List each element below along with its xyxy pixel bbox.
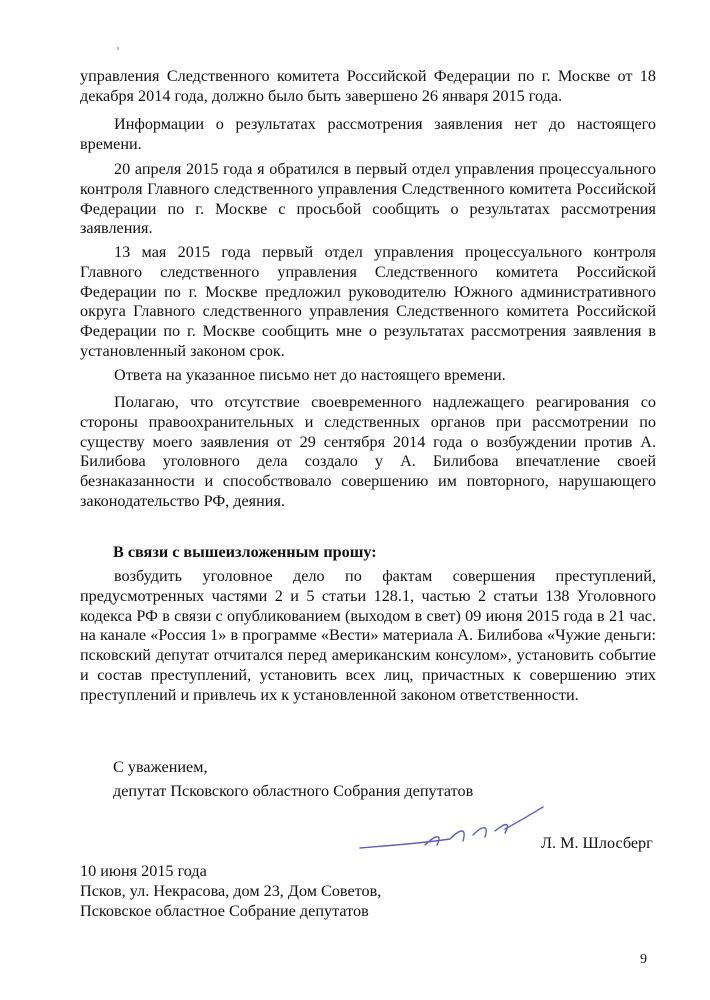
letter-date: 10 июня 2015 года <box>80 862 207 880</box>
paragraph-no-answer: Ответа на указанное письмо нет до настоящего времени. <box>114 366 506 384</box>
request-heading: В связи с вышеизложенным прошу: <box>113 543 377 561</box>
sender-address: Псков, ул. Некрасова, дом 23, Дом Советов, <box>80 882 382 900</box>
closing-greeting: С уважением, <box>113 758 208 776</box>
scan-speck <box>117 47 119 50</box>
paragraph-continuation: управления Следственного комитета Российской Федерации по г. Москве от 18 декабря 2014 года, должно было быть завершено 26 января 2015 года. <box>80 67 656 105</box>
request-text: возбудить уголовное дело по фактам совершения преступлений, предусмотренных частями 2 и 5 статьи 128.1, частью 2 статьи 138 Уголовного кодекса РФ в связи с опубликованием (выходом в свет) 09 июня 2015 года в 21 час. на канале «Россия 1» в программе «Вести» материала А. Билибова «Чужие деньги: псковский депутат отчитался перед американским консулом», установить событие и состав преступлений, установить всех лиц, причастных к совершению этих преступлений и привлечь их к установленной законом ответственности. <box>80 567 656 704</box>
handwritten-signature <box>355 805 545 860</box>
signer-position: депутат Псковского областного Собрания депутатов <box>113 782 474 800</box>
paragraph-no-info: Информации о результатах рассмотрения заявления нет до настоящего времени. <box>80 115 656 153</box>
signer-name: Л. М. Шлосберг <box>541 834 653 852</box>
paragraph-may-reply: 13 мая 2015 года первый отдел управления процессуального контроля Главного следственного управления Следственного комитета Российской Федерации по г. Москве предложил руководителю Южного административного округа Главного следственного управления Следственного комитета Российской Федерации по г. Москве сообщить мне о результатах рассмотрения заявления в установленный законом срок. <box>80 243 656 360</box>
paragraph-conclusion: Полагаю, что отсутствие своевременного надлежащего реагирования со стороны правоохранительных и следственных органов при рассмотрении по существу моего заявления от 29 сентября 2014 года о возбуждении против А. Билибова уголовного дела создало у А. Билибова впечатление своей безнаказанности и способствовало совершению им повторного, нарушающего законодательство РФ, деяния. <box>80 393 656 510</box>
page-number: 9 <box>640 952 647 967</box>
paragraph-april-request: 20 апреля 2015 года я обратился в первый отдел управления процессуального контроля Главного следственного управления Следственного комитета Российской Федерации по г. Москве с просьбой сообщить о результатах рассмотрения заявления. <box>80 160 656 238</box>
sender-organization: Псковское областное Собрание депутатов <box>80 902 369 920</box>
